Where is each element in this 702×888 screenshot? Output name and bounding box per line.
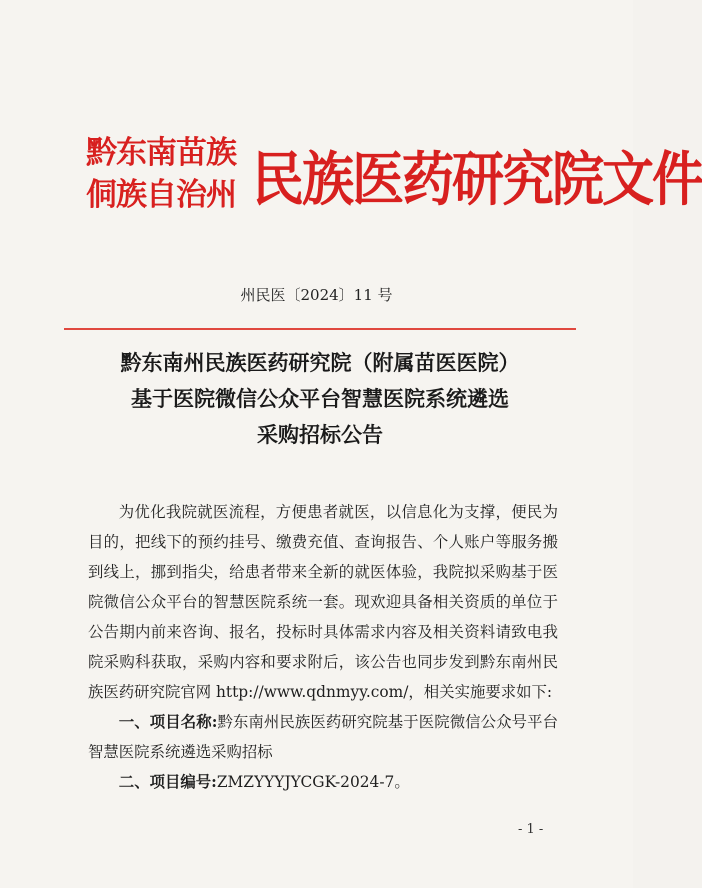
page-number: - 1 - [518, 822, 544, 837]
title-line-1: 黔东南州民族医药研究院（附属苗医医院） [120, 350, 520, 375]
red-divider-line [64, 328, 576, 330]
intro-paragraph: 为优化我院就医流程，方便患者就医，以信息化为支撑，便民为目的，把线下的预约挂号、缴费充值、查询报告、个人账户等服务搬到线上，挪到指尖，给患者带来全新的就医体验，我院拟采购基于医院微信公众平台的智慧医院系统一套。现欢迎具备相关资质的单位于公告期内前来咨询、报名，投标时具体需求内容及相关资料请致电我院采购科获取，采购内容和要求附后，该公告也同步发到黔东南州民族医药研究院官网 http://www.qdnmyy.com/，相关实施要求如下: [88, 503, 558, 701]
item-project-number [88, 767, 558, 797]
letterhead-doc-type: 民族医药研究院文件 [252, 146, 702, 214]
title-line-2: 基于医院微信公众平台智慧医院系统遴选 [131, 386, 509, 411]
issuer-line-2: 侗族自治州 [86, 177, 236, 213]
announcement-title [60, 345, 580, 453]
item-1-text: 黔东南州民族医药研究院基于医院微信公众号平台智慧医院系统遴选采购招标 [88, 713, 558, 761]
issuer-line-1: 黔东南苗族 [86, 135, 236, 171]
letterhead-issuer [86, 132, 251, 216]
item-2-text: ZMZYYYJYCGK-2024-7。 [216, 773, 410, 791]
item-project-name [88, 707, 558, 767]
title-line-3: 采购招标公告 [257, 422, 383, 447]
item-2-label: 二、项目编号: [118, 773, 217, 791]
item-1-label: 一、项目名称: [118, 713, 218, 731]
document-number: 州民医〔2024〕11 号 [240, 286, 393, 304]
announcement-body [88, 497, 558, 797]
